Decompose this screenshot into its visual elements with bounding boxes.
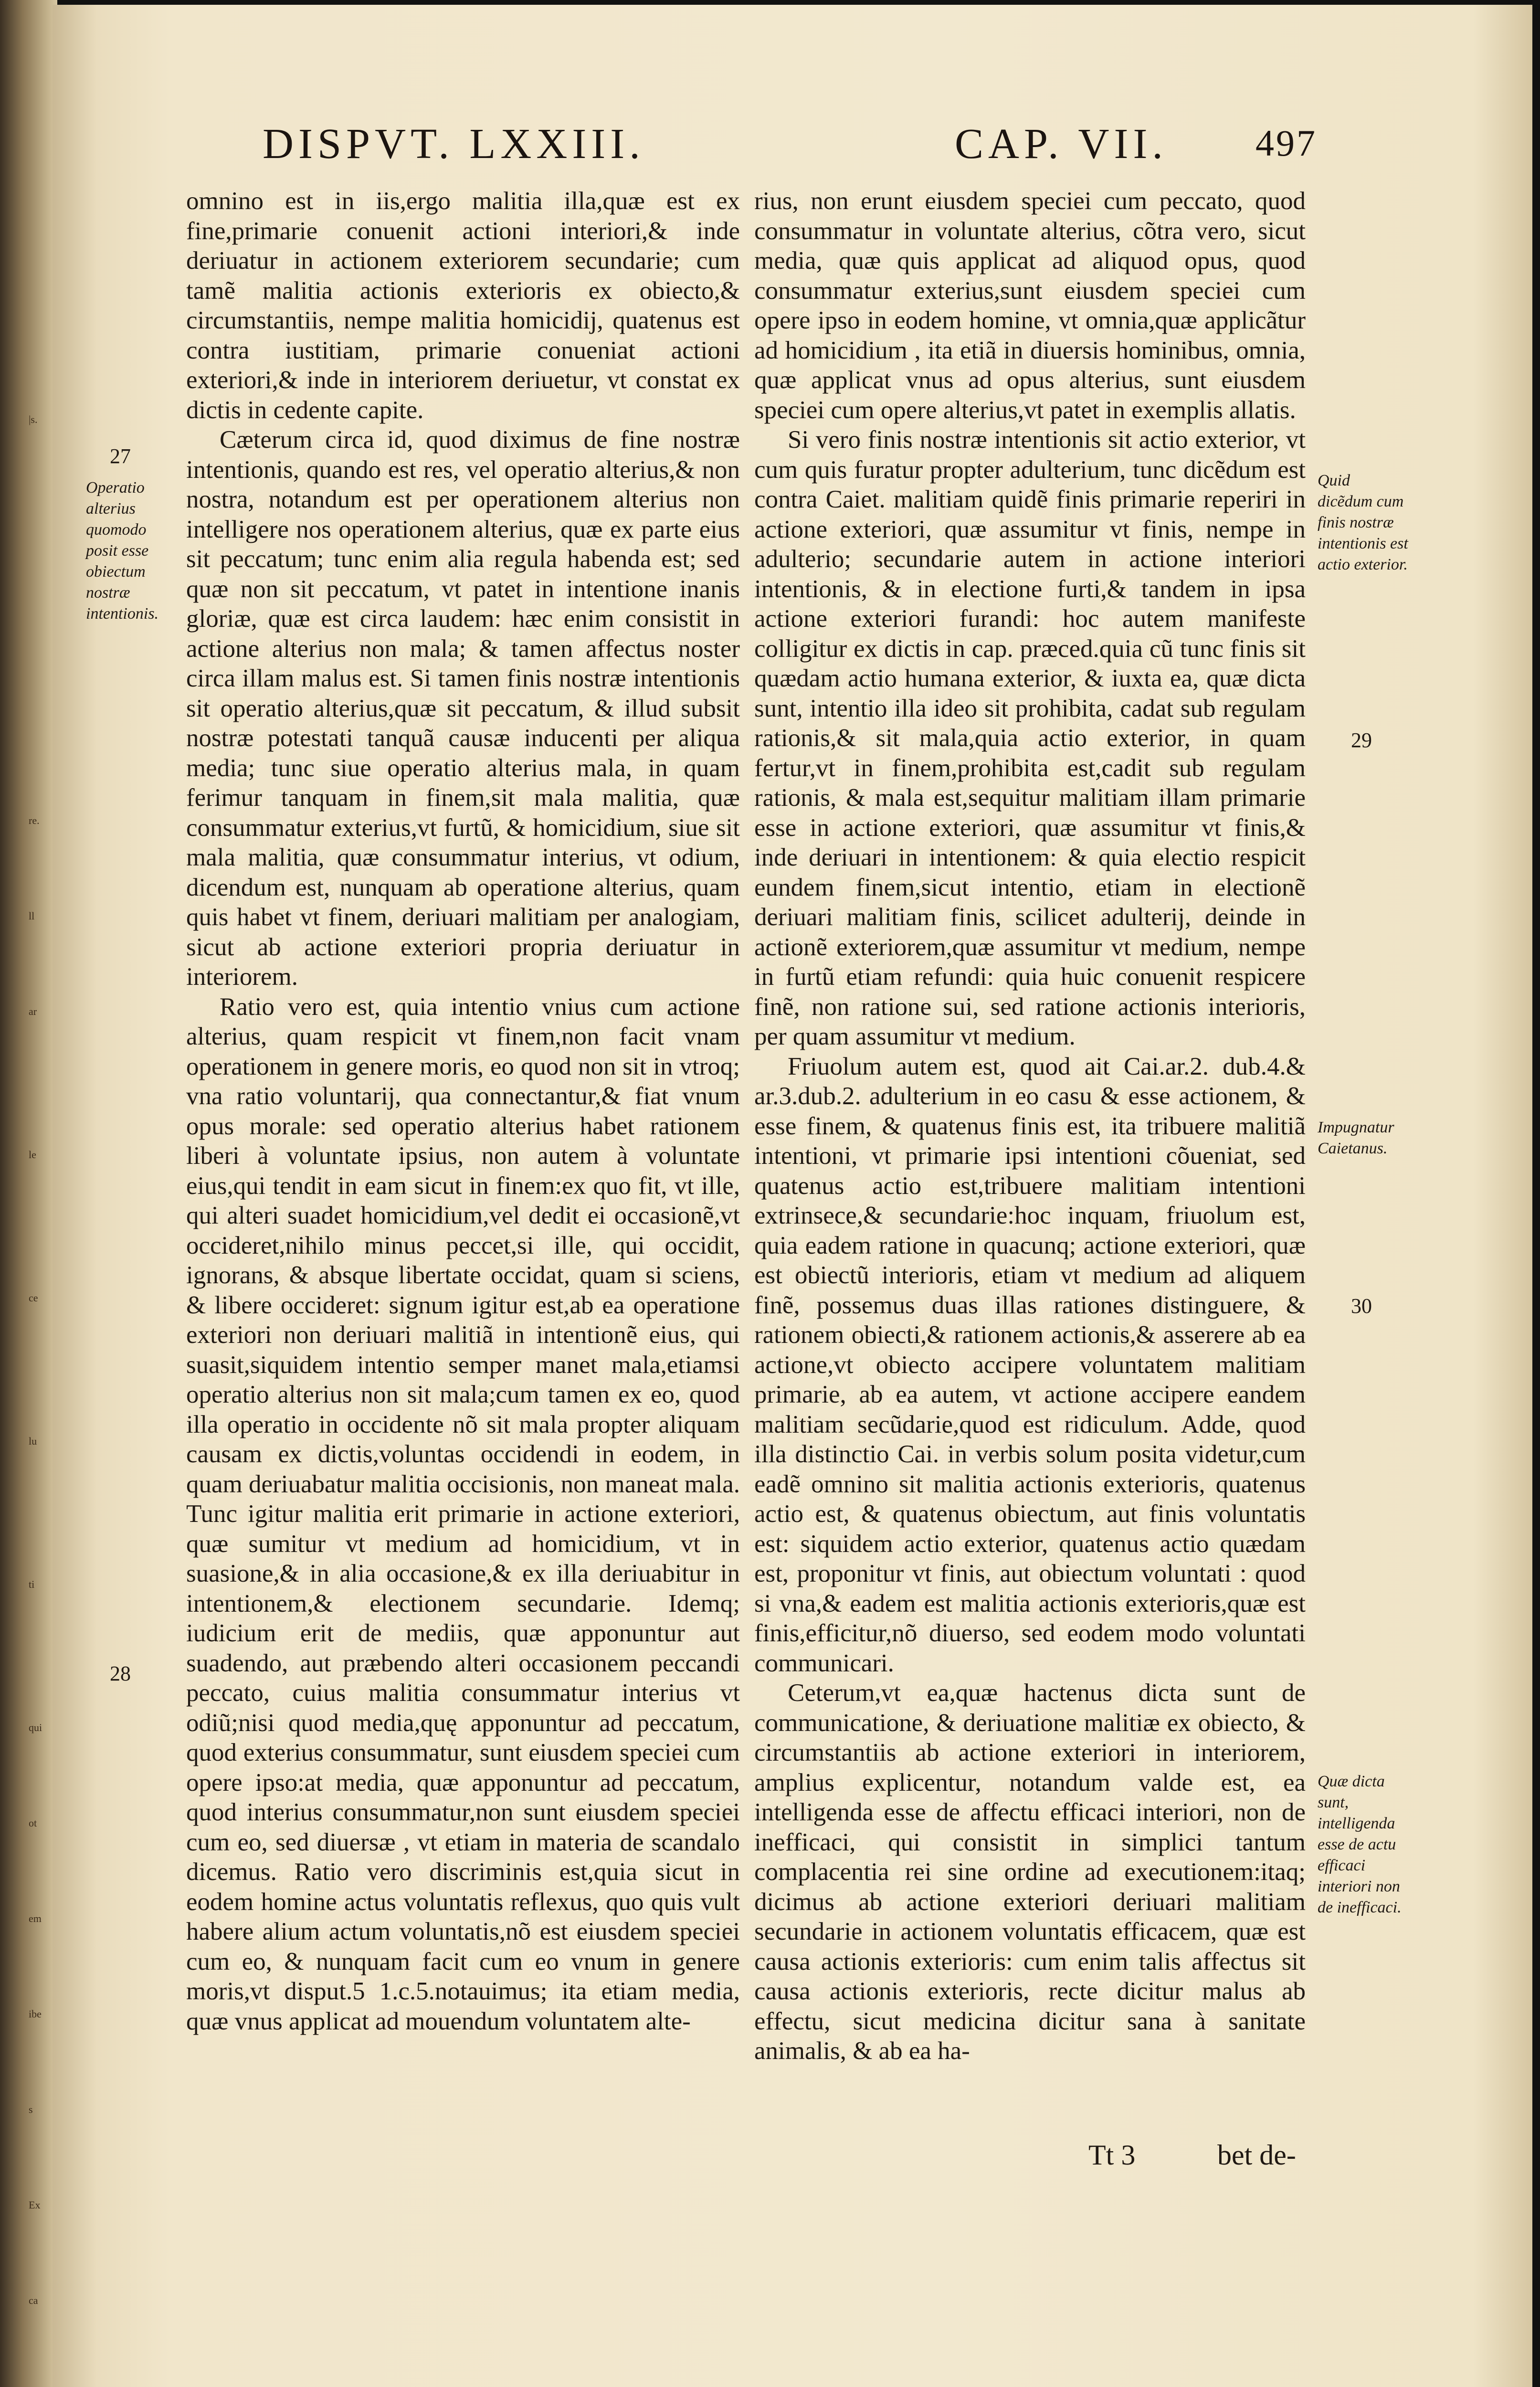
running-head-disputation: DISPVT. LXXIII. <box>263 120 645 168</box>
margin-note-quae: Quæ dicta sunt, intelligenda esse de actu efficaci interiori non de inefficaci. <box>1318 1773 1402 1916</box>
left-text-column <box>186 186 740 2036</box>
margin-note-quid: Quid dicẽdum cum finis nostræ intentionis est actio exterior. <box>1318 472 1408 573</box>
prev-page-fragment: |s. <box>29 413 38 425</box>
prev-page-fragment: re. <box>29 814 40 826</box>
prev-page-fragment: em <box>29 1912 42 1924</box>
margin-note-operatio: Operatio alterius quomodo posit esse obiectum nostræ intentionis. <box>86 479 159 623</box>
catchword: bet de- <box>1217 2139 1296 2171</box>
prev-page-fragment: ca <box>29 2294 38 2306</box>
margin-number-28: 28 <box>110 1662 131 1685</box>
right-text-column <box>754 186 1306 2066</box>
prev-page-fragment: ar <box>29 1005 37 1017</box>
prev-page-fragment: Ex <box>29 2199 41 2211</box>
margin-note-impugnatur: Impugnatur Caietanus. <box>1318 1119 1394 1157</box>
prev-page-fragment: ibe <box>29 2008 42 2020</box>
prev-page-fragment: ot <box>29 1817 37 1829</box>
previous-page-edge <box>0 0 57 2387</box>
prev-page-fragment: lu <box>29 1435 37 1447</box>
running-head-chapter: CAP. VII. <box>955 120 1168 168</box>
prev-page-fragment: ce <box>29 1292 38 1304</box>
signature-mark: Tt 3 <box>1088 2139 1136 2171</box>
paragraph: Ceterum,vt ea,quæ hactenus dicta sunt de communicatione, & deriuatione malitiæ ex obiecto, & circumstantiis ab actione exteriori in interiorem, amplius explicentur, notandum valde est, ea intelligenda esse de affectu efficaci interiori, non de inefficaci, qui consistit in simplici tantum complacentia rei sine ordine ad executionem:itaq; dicimus ab actione exteriori deriuari malitiam secundarie in actionem voluntatis efficacem, quæ est causa actionis exterioris: cum enim talis affectus sit causa actionis exterioris, recte dicitur malus ab effectu, sicut medicina dicitur sana à sanitate animalis, & ab ea ha- <box>754 1679 1306 2065</box>
paragraph: Friuolum autem est, quod ait Cai.ar.2. dub.4.& ar.3.dub.2. adulterium in eo casu & esse actionem, & esse finem, & quatenus finis est, ita tribuere malitiã intentioni, vt primarie ipsi intentioni cõueniat, sed quatenus actio est,tribuere malitiam intentioni extrinsece,& secundarie:hoc inquam, friuolum est, quia eadem ratione in quacunq; actione exteriori, quæ est obiectũ interioris, etiam vt medium ad aliquem finẽ, possemus duas illas rationes distinguere, & rationem obiecti,& rationem actionis,& asserere ab ea actione,vt obiecto accipere voluntatem malitiam primarie, ab ea autem, vt actione accipere eandem malitiam secũdarie,quod est ridiculum. Adde, quod illa distinctio Cai. in verbis solum posita videtur,cum eadẽ omnino sit malitia actionis exterioris, quatenus actio est, & quatenus obiectum, aut finis voluntatis est: siquidem actio exterior, quatenus actio quædam est, proponitur vt finis, aut obiectum voluntati : quod si vna,& eadem est malitia actionis exterioris,quæ est finis,efficitur,nõ diuerso, sed eodem modo voluntati communicari. <box>754 1052 1306 1677</box>
paragraph: omnino est in iis,ergo malitia illa,quæ est ex fine,primarie conuenit actioni interiori,& inde deriuatur in actionem exteriorem secundarie; cum tamẽ malitia actionis exterioris ex obiecto,& circumstantiis, nempe malitia homicidij, quatenus est contra iustitiam, primarie conueniat actioni exteriori,& inde in interiorem deriuetur, vt constat ex dictis in cedente capite. <box>186 187 740 424</box>
prev-page-fragment: ti <box>29 1578 35 1590</box>
margin-number-30: 30 <box>1351 1294 1372 1318</box>
paragraph: Si vero finis nostræ intentionis sit actio exterior, vt cum quis furatur propter adulterium, tunc dicẽdum est contra Caiet. malitiam quidẽ finis primarie reperiri in actione exteriori, quæ assumitur vt finis, nempe in adulterio; secundarie autem in actione interiori intentionis, & in electione furti,& tandem in ipsa actione exteriori furandi: hoc autem manifeste colligitur ex dictis in cap. præced.quia cũ tunc finis sit quædam actio humana exterior, & iuxta ea, quæ dicta sunt, intentio illa ideo sit prohibita, cadat sub regulam rationis,& sit mala,quia actio exterior, in quam fertur,vt in finem,prohibita est,cadit sub regulam rationis, & mala est,sequitur malitiam illam primarie esse in actione exteriori, quæ assumitur vt finis,& inde deriuari in intentionem: & quia electio respicit eundem finem,sicut intentio, etiam in electionẽ deriuari malitiam finis, scilicet adulterij, deinde in actionẽ exteriorem,quæ assumitur vt medium, nempe in furtũ etiam refundi: quia huic conuenit respicere finẽ, non ratione sui, sed ratione actionis interioris, per quam assumitur vt medium. <box>754 426 1306 1050</box>
book-page <box>53 5 1532 2387</box>
paragraph: rius, non erunt eiusdem speciei cum peccato, quod consummatur in voluntate alterius, cõtra vero, sicut media, quæ quis applicat ad aliquod opus, quod consummatur exterius,sunt eiusdem speciei cum opere ipso in eodem homine, vt omnia,quæ applicãtur ad homicidium , ita etiã in diuersis hominibus, omnia, quæ applicat vnus ad opus alterius, sunt eiusdem speciei cum opere alterius,vt patet in exemplis allatis. <box>754 187 1306 424</box>
prev-page-fragment: le <box>29 1149 36 1161</box>
page-number: 497 <box>1255 122 1317 164</box>
paragraph: Ratio vero est, quia intentio vnius cum actione alterius, quam respicit vt finem,non facit vnam operationem in genere moris, eo quod non sit in vtroq; vna ratio voluntarij, qua connectantur,& fiat vnum opus morale: sed operatio alterius habet rationem liberi à voluntate ipsius, non autem à voluntate eius,qui tendit in eam sicut in finem:ex quo fit, vt ille, qui alteri suadet homicidium,vel dedit ei occasionẽ,vt occideret,nihilo minus peccet,si ille, qui occidit, ignorans, & absque libertate occidat, quam si sciens, & libere occideret: signum igitur est,ab ea operatione exteriori non deriuari malitiã in intentionẽ eius, qui suasit,siquidem intentio semper manet mala,etiamsi operatio alterius non sit mala;cum tamen ex eo, quod illa operatio in occidente nõ sit mala propter aliquam causam ex dictis,voluntas occidendi in eodem, in quam deriuabatur malitia occisionis, non maneat mala. Tunc igitur malitia erit primarie in actione exteriori, quæ sumitur vt medium ad homicidium, vt in suasione,& in alia occasione,& ex illa deriuabitur in intentionem,& electionem secundarie. Idemq; iudicium erit de mediis, quæ apponuntur aut suadendo, aut præbendo alteri occasionem peccandi peccato, cuius malitia consummatur interius vt odiũ;nisi quod media,quę apponuntur ad peccatum, quod exterius consummatur, sunt eiusdem speciei cum opere ipso:at media, quæ apponuntur ad peccatum, quod interius consummatur,non sunt eiusdem speciei cum eo, sed diuersæ , vt etiam in materia de scandalo dicemus. Ratio vero discriminis est,quia sicut in eodem homine actus voluntatis reflexus, quo quis vult habere alium actum voluntatis,nõ est eiusdem speciei cum eo, & nunquam facit cum eo vnum in genere moris,vt disput.5 1.c.5.notauimus; ita etiam media, quæ vnus applicat ad mouendum voluntatem alte- <box>186 993 740 2035</box>
prev-page-fragment: s <box>29 2103 33 2115</box>
margin-number-27: 27 <box>110 444 131 468</box>
prev-page-fragment: ll <box>29 910 35 922</box>
paragraph: Cæterum circa id, quod diximus de fine nostræ intentionis, quando est res, vel operatio alterius,& non nostra, notandum est per operationem alterius non intelligere nos operationem alterius, quæ ex parte eius sit peccatum; tunc enim alia regula habenda est; sed quæ non sit peccatum, vt patet in intentione inanis gloriæ, quæ est circa laudem: hæc enim consistit in actione alterius non mala; & tamen affectus noster circa illam malus est. Si tamen finis nostræ intentionis sit operatio alterius,quæ sit peccatum, & illud subsit nostræ potestati tanquã causæ inducenti per aliqua media; tunc siue operatio alterius mala, in quam ferimur tanquam in finem,sit mala malitia, quæ consummatur exterius,vt furtũ, & homicidium, siue sit mala malitia, quæ consummatur interius, vt odium, dicendum est, nunquam ab operatione alterius, quam quis habet vt finem, deriuari malitiam per analogiam, sicut ab actione exteriori propria deriuatur in interiorem. <box>186 426 740 991</box>
prev-page-fragment: qui <box>29 1722 42 1733</box>
margin-number-29: 29 <box>1351 729 1372 752</box>
